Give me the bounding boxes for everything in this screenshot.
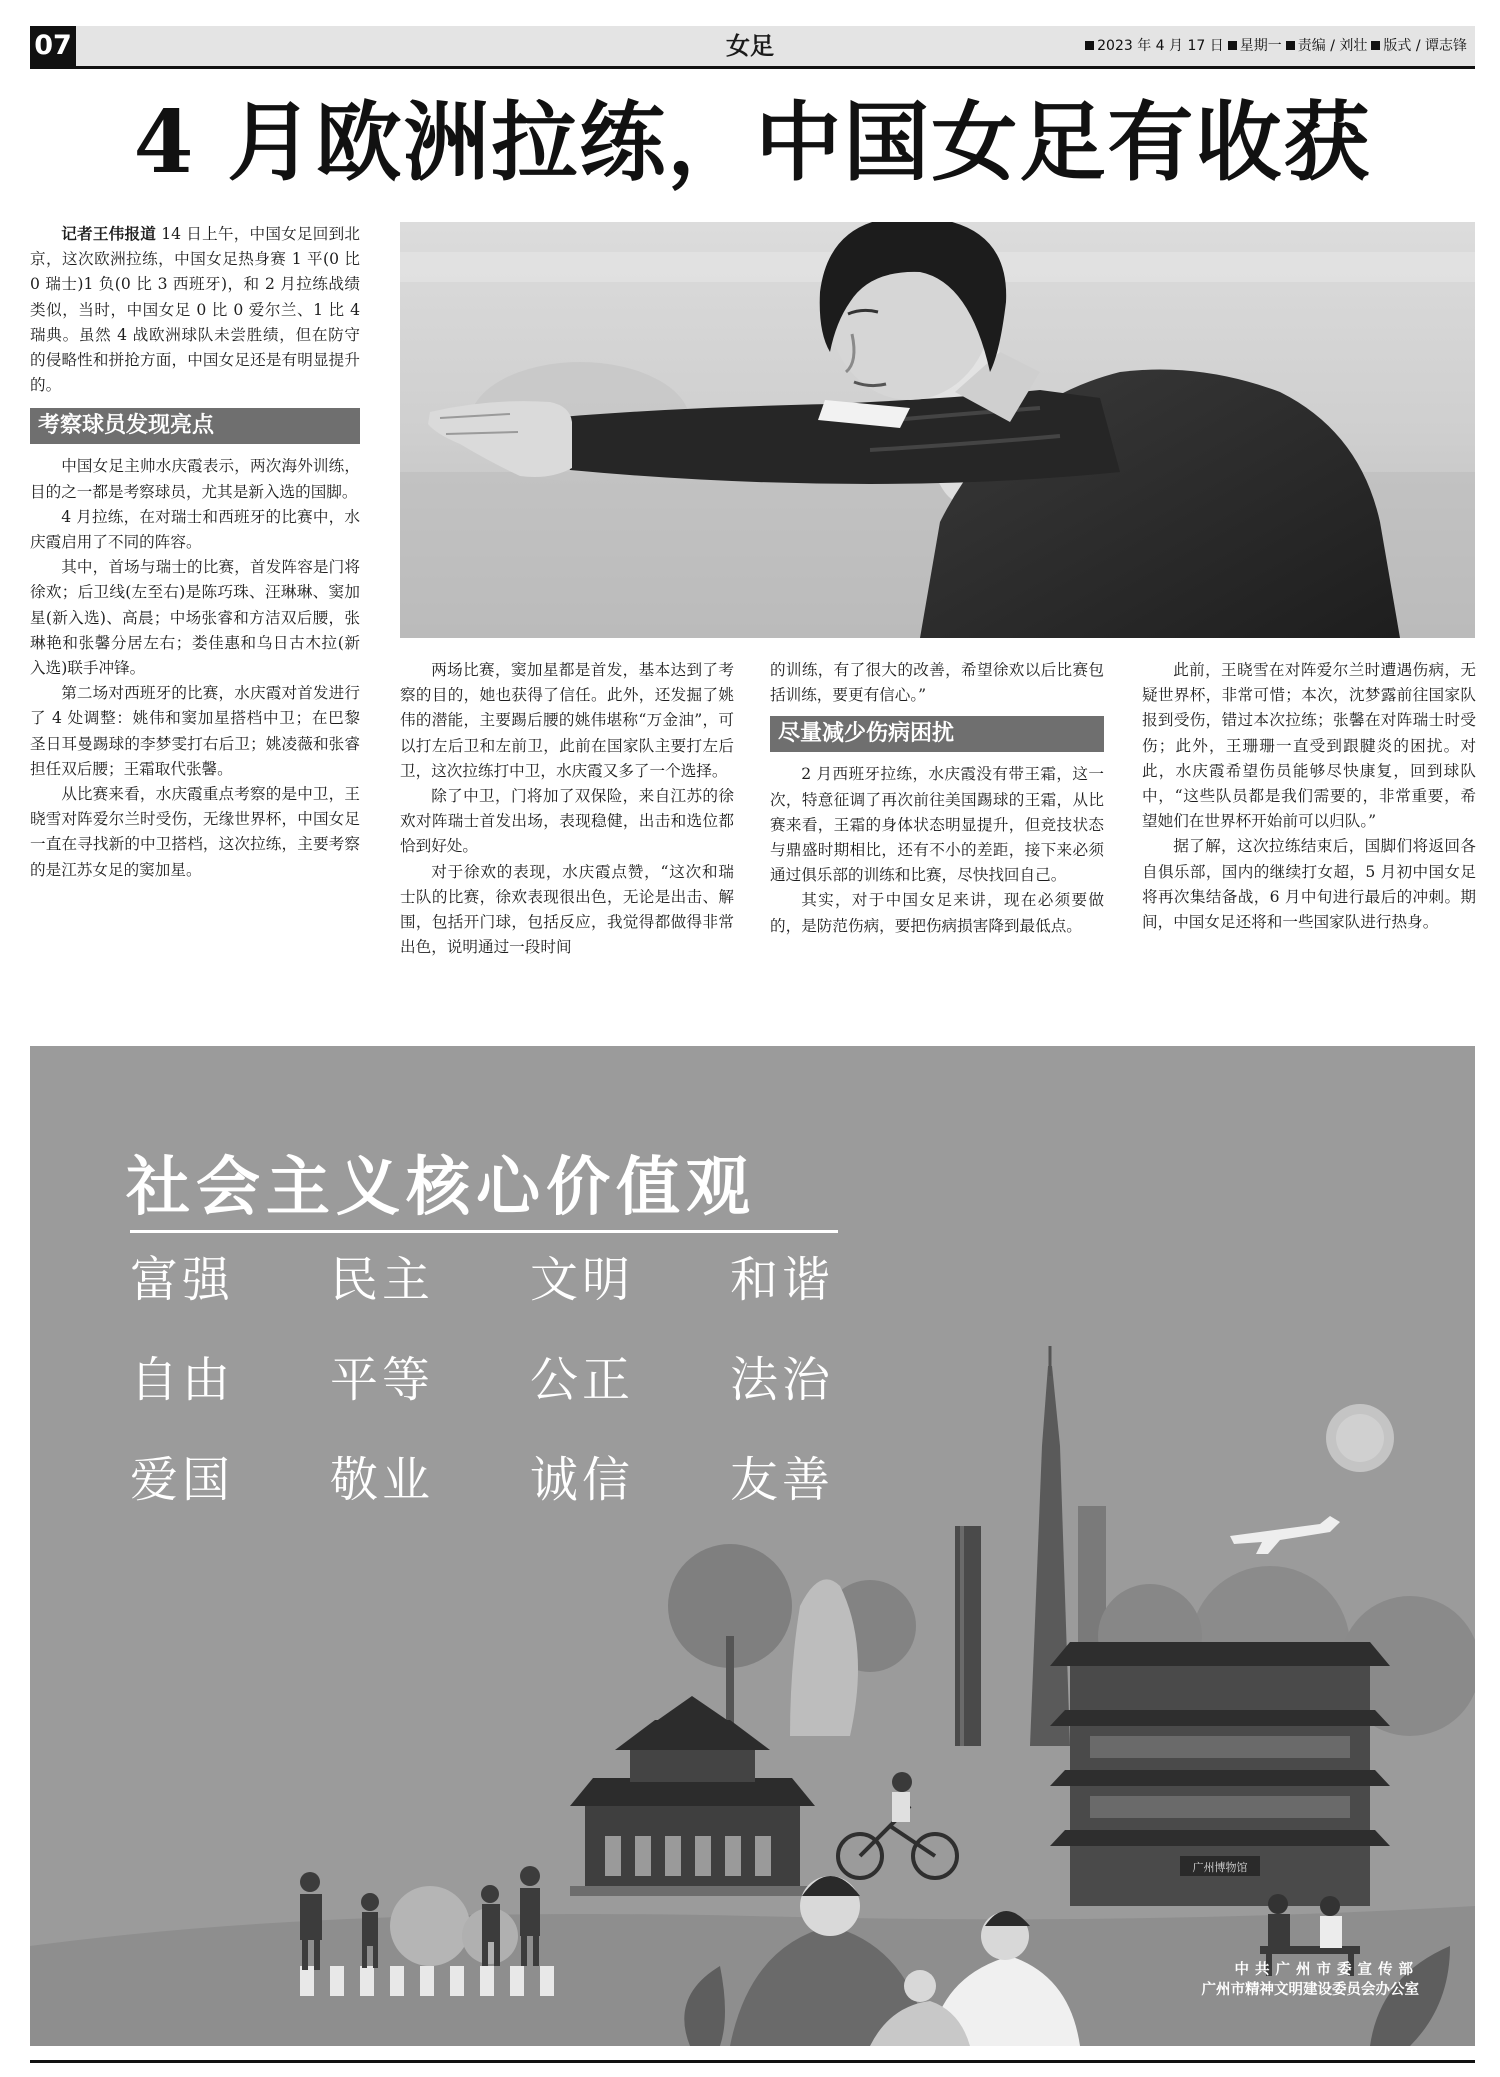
lead-text: 14 日上午，中国女足回到北京，这次欧洲拉练，中国女足热身赛 1 平(0 比 0 瑞士)1 负(0 比 3 西班牙)，和 2 月拉练战绩类似，当时，中国女足 0 比 0 爱尔兰、1 比 4 瑞典。虽然 4 战欧洲球队未尝胜绩，但在防守的侵略性和拼抢方面，中国女足还是有明显提升的。	[30, 225, 360, 395]
subhead-scouting: 考察球员发现亮点	[30, 408, 360, 444]
paragraph: 4 月拉练，在对瑞士和西班牙的比赛中，水庆霞启用了不同的阵容。	[30, 507, 360, 552]
square-bullet-icon	[1085, 41, 1094, 50]
museum-building-icon	[1050, 1642, 1390, 1906]
museum-sign: 广州博物馆	[1192, 1861, 1248, 1874]
paragraph: 2 月西班牙拉练，水庆霞没有带王霜，这一次，特意征调了再次前往美国踢球的王霜，从比赛来看，王霜的身体状态明显提升，但竞技状态与鼎盛时期相比，还有不小的差距，接下来必须通过俱乐部的训练和比赛，尽快找回自己。	[770, 765, 1104, 885]
continuation-text: 的训练，有了很大的改善，希望徐欢以后比赛包括训练，要更有信心。”	[770, 661, 1104, 705]
ad-credit-line-2: 广州市精神文明建设委员会办公室	[1201, 1982, 1419, 1998]
paragraph: 除了中卫，门将加了双保险，来自江苏的徐欢对阵瑞士首发出场，表现稳健，出击和选位都恰到好处。	[400, 787, 734, 856]
value-integrity: 诚信	[530, 1452, 635, 1508]
coach-photo	[400, 222, 1475, 638]
header-meta	[1081, 26, 1467, 66]
paragraph: 此前，王晓雪在对阵爱尔兰时遭遇伤病，无疑世界杯，非常可惜；本次，沈梦露前往国家队报到受伤，错过本次拉练；张馨在对阵瑞士时受伤；此外，王珊珊一直受到跟腱炎的困扰。对此，水庆霞希望伤员能够尽快康复，回到球队中，“这些队员都是我们需要的，非常重要，希望她们在世界杯开始前可以归队。”	[1142, 661, 1476, 831]
paragraph: 第二场对西班牙的比赛，水庆霞对首发进行了 4 处调整：姚伟和窦加星搭档中卫；在巴黎圣日耳曼踢球的李梦雯打右后卫；姚凌薇和张睿担任双后腰；王霜取代张馨。	[30, 684, 360, 778]
value-civility: 文明	[530, 1252, 635, 1308]
core-values-ad	[30, 1046, 1475, 2046]
header-date: 2023 年 4 月 17 日	[1097, 38, 1224, 54]
header-weekday: 星期一	[1239, 38, 1282, 54]
value-prosperity: 富强	[130, 1252, 235, 1308]
lead-paragraph	[30, 222, 360, 398]
article-column-3	[770, 658, 1104, 939]
value-harmony: 和谐	[730, 1252, 835, 1308]
header-editor: 责编 / 刘壮	[1297, 38, 1368, 54]
value-democracy: 民主	[330, 1252, 435, 1308]
value-freedom: 自由	[130, 1352, 235, 1408]
page-header	[30, 26, 1475, 69]
cyclist-icon	[838, 1772, 957, 1878]
value-patriotism: 爱国	[130, 1452, 235, 1508]
value-equality: 平等	[330, 1352, 435, 1408]
value-dedication: 敬业	[330, 1452, 435, 1508]
coach-illustration	[400, 222, 1475, 638]
paragraph: 对于徐欢的表现，水庆霞点赞，“这次和瑞士队的比赛，徐欢表现很出色，无论是出击、解围，包括开门球，包括反应，我觉得都做得非常出色，说明通过一段时间	[400, 862, 734, 957]
article-column-1	[30, 222, 360, 883]
crosswalk-icon	[300, 1966, 554, 1996]
headline: 4 月欧洲拉练，中国女足有收获	[133, 92, 1372, 193]
byline: 记者王伟报道	[61, 225, 157, 243]
article-column-2	[400, 658, 734, 960]
subhead-injuries: 尽量减少伤病困扰	[770, 716, 1104, 752]
paragraph: 其实，对于中国女足来讲，现在必须要做的，是防范伤病，要把伤病损害降到最低点。	[770, 891, 1104, 935]
value-rule-of-law: 法治	[730, 1352, 835, 1408]
page-number: 07	[30, 26, 76, 66]
ad-divider	[130, 1230, 838, 1233]
square-bullet-icon	[1286, 41, 1295, 50]
square-bullet-icon	[1228, 41, 1237, 50]
paragraph: 从比赛来看，水庆霞重点考察的是中卫，王晓雪对阵爱尔兰时受伤，无缘世界杯，中国女足一直在寻找新的中卫搭档，这次拉练，主要考察的是江苏女足的窦加星。	[30, 785, 360, 879]
paragraph: 其中，首场与瑞士的比赛，首发阵容是门将徐欢；后卫线(左至右)是陈巧珠、汪琳琳、窦加星(新入选)、高晨；中场张睿和方洁双后腰，张琳艳和张馨分居左右；娄佳惠和乌日古木拉(新入选)联手冲锋。	[30, 558, 360, 678]
memorial-hall-icon	[570, 1696, 815, 1896]
header-layout: 版式 / 谭志锋	[1383, 38, 1467, 54]
bottom-rule	[30, 2060, 1475, 2063]
article-column-4	[1142, 658, 1476, 935]
paragraph: 中国女足主帅水庆霞表示，两次海外训练，目的之一都是考察球员，尤其是新入选的国脚。	[30, 457, 360, 501]
value-friendship: 友善	[730, 1452, 835, 1508]
paragraph: 据了解，这次拉练结束后，国脚们将返回各自俱乐部，国内的继续打女超，5 月初中国女足将再次集结备战，6 月中旬进行最后的冲刺。期间，中国女足还将和一些国家队进行热身。	[1142, 837, 1476, 932]
paragraph: 两场比赛，窦加星都是首发，基本达到了考察的目的，她也获得了信任。此外，还发掘了姚伟的潜能，主要踢后腰的姚伟堪称“万金油”，可以打左后卫和左前卫，此前在国家队主要打左后卫，这次拉练打中卫，水庆霞又多了一个选择。	[400, 661, 734, 780]
ad-credit	[1202, 1960, 1420, 2000]
ad-credit-line-1: 中共广州市委宣传部	[1234, 1962, 1419, 1978]
ad-title: 社会主义核心价值观	[126, 1151, 756, 1225]
value-justice: 公正	[530, 1352, 635, 1408]
square-bullet-icon	[1371, 41, 1380, 50]
section-name: 女足	[726, 32, 774, 60]
